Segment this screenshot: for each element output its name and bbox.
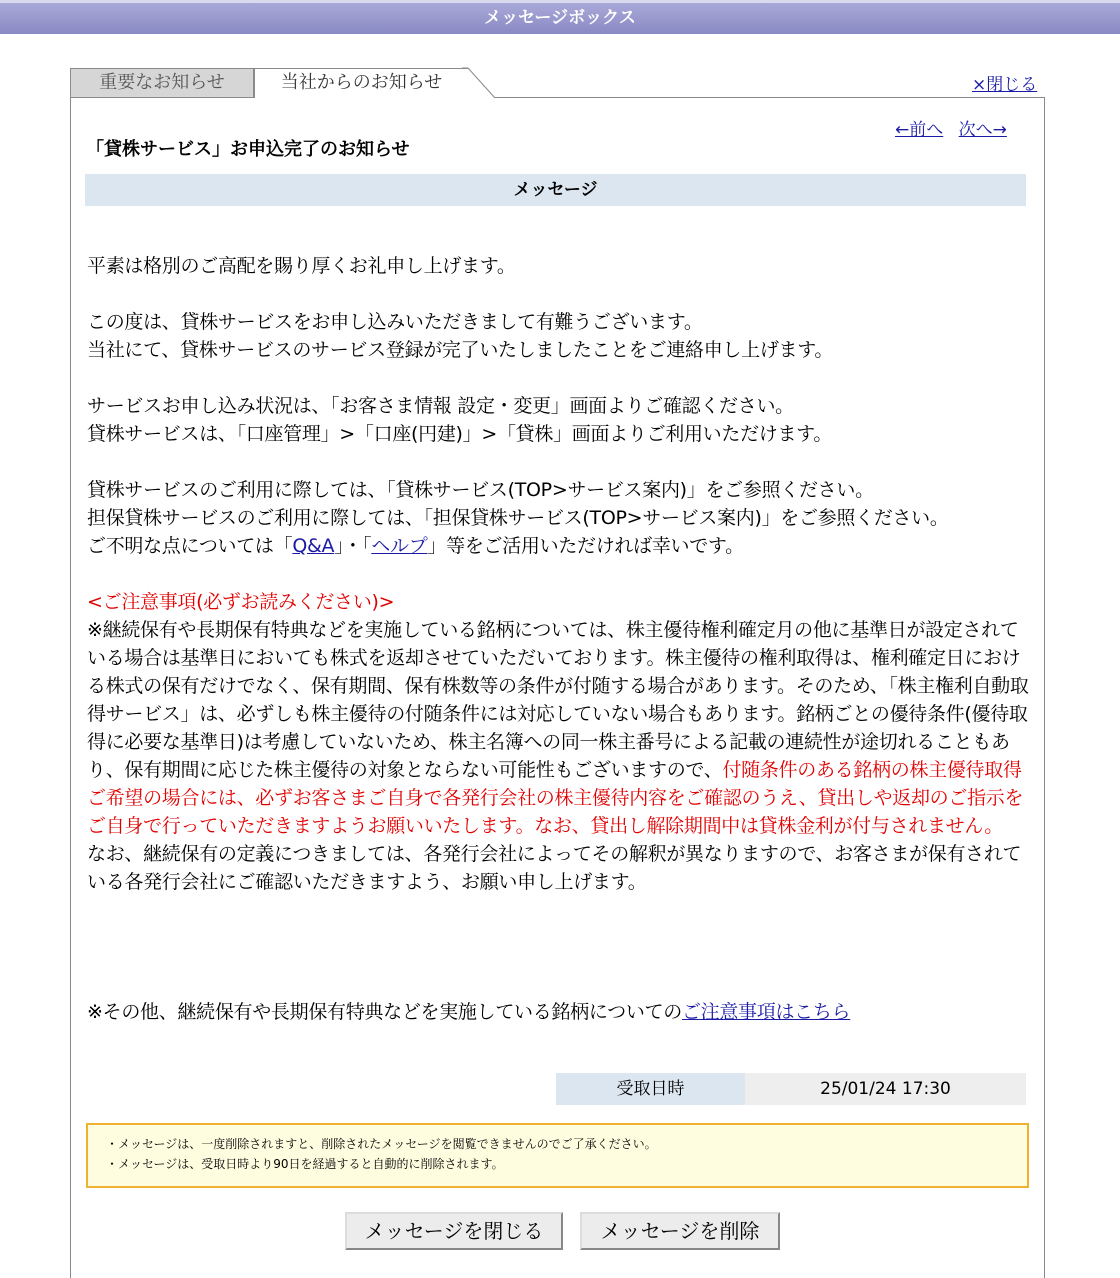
delete-message-button[interactable]: メッセージを削除 — [580, 1212, 780, 1250]
notice-line-1: ・メッセージは、一度削除されますと、削除されたメッセージを閲覧できませんのでご了承ください。 — [106, 1137, 657, 1151]
tab-slant-edge — [462, 67, 496, 99]
notice-box — [86, 1123, 1029, 1188]
reference-text-1: 貸株サービスのご利用に際しては、「貸株サービス(TOP>サービス案内)」をご参照ください。 — [87, 479, 874, 501]
window-titlebar: メッセージボックス — [0, 0, 1120, 34]
other-caution-text: ※その他、継続保有や長期保有特典などを実施している銘柄についてのご注意事項はこちら — [87, 1001, 851, 1023]
tab-important-notices[interactable]: 重要なお知らせ — [70, 68, 254, 98]
message-nav — [895, 115, 1017, 140]
thanks-text-2: 当社にて、貸株サービスのサービス登録が完了いたしましたことをご連絡申し上げます。 — [87, 339, 834, 361]
reference-text-2: 担保貸株サービスのご利用に際しては、「担保貸株サービス(TOP>サービス案内)」をご参照ください。 — [87, 507, 949, 529]
qa-link[interactable]: Q&A — [292, 535, 335, 557]
received-value: 25/01/24 17:30 — [745, 1073, 1026, 1105]
close-link[interactable]: ×閉じる — [972, 75, 1038, 95]
help-link[interactable]: ヘルプ — [371, 535, 428, 557]
prev-link[interactable]: ←前へ — [895, 120, 944, 140]
status-text-2: 貸株サービスは、「口座管理」>「口座(円建)」>「貸株」画面よりご利用いただけます。 — [87, 423, 833, 445]
notice-line-2: ・メッセージは、受取日時より90日を経過すると自動的に削除されます。 — [106, 1157, 504, 1171]
caution-title: <ご注意事項(必ずお読みください)> — [87, 591, 395, 613]
help-text: ご不明な点については「Q&A」・「ヘルプ」等をご活用いただければ幸いです。 — [87, 535, 744, 557]
other-caution-link[interactable]: ご注意事項はこちら — [681, 1001, 851, 1023]
message-title: 「貸株サービス」お申込完了のお知らせ — [86, 139, 410, 160]
close-message-button[interactable]: メッセージを閉じる — [345, 1212, 563, 1250]
message-body — [87, 252, 1032, 896]
greeting-text: 平素は格別のご高配を賜り厚くお礼申し上げます。 — [87, 255, 516, 277]
status-text-1: サービスお申し込み状況は、「お客さま情報 設定・変更」画面よりご確認ください。 — [87, 395, 794, 417]
tab-company-notices[interactable]: 当社からのお知らせ — [254, 68, 468, 98]
caution-red-text: 付随条件のある銘柄の株主優待取得ご希望の場合には、必ずお客さまご自身で各発行会社の株主優待内容をご確認のうえ、貸出しや返却のご指示をご自身で行っていただきますようお願いいたします。なお、貸出し解除期間中は貸株金利が付与されません。 — [87, 759, 1024, 837]
message-header: メッセージ — [85, 174, 1026, 206]
thanks-text-1: この度は、貸株サービスをお申し込みいただきまして有難うございます。 — [87, 311, 703, 333]
caution-end-text: なお、継続保有の定義につきましては、各発行会社によってその解釈が異なりますので、お客さまが保有されている各発行会社にご確認いただきますよう、お願い申し上げます。 — [87, 843, 1022, 893]
received-label: 受取日時 — [556, 1073, 745, 1105]
caution-text: ※継続保有や長期保有特典などを実施している銘柄については、株主優待権利確定月の他に基準日が設定されている場合は基準日においても株式を返却させていただいております。株主優待の権利取得は、権利確定日における株式の保有だけでなく、保有期間、保有株数等の条件が付随する場合があります。そのため、「株主権利自動取得サービス」は、必ずしも株主優待の付随条件には対応していない場合もあります。銘柄ごとの優待条件(優待取得に必要な基準日)は考慮していないため、株主名簿への同一株主番号による記載の連続性が途切れることもあり、保有期間に応じた株主優待の対象とならない可能性もございますので、付随条件のある銘柄の株主優待取得ご希望の場合には、必ずお客さまご自身で各発行会社の株主優待内容をご確認のうえ、貸出しや返却のご指示をご自身で行っていただきますようお願いいたします。なお、貸出し解除期間中は貸株金利が付与されません。 — [87, 619, 1029, 837]
next-link[interactable]: 次へ→ — [958, 120, 1007, 140]
